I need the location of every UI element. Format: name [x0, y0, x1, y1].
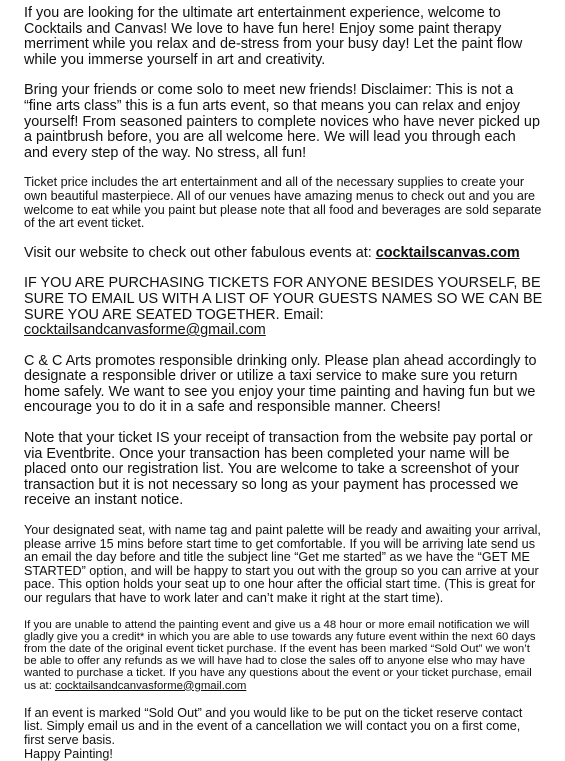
refund-paragraph — [24, 619, 543, 692]
email-link-2[interactable]: cocktailsandcanvasforme@gmail.com — [55, 679, 247, 692]
receipt-paragraph: Note that your ticket IS your receipt of transaction from the website pay portal or via Eventbrite. Once your transaction has been completed your name will be placed onto our registration list. You are welcome to take a screenshot of your transaction but it is not necessary so long as your payment has processed we receive an instant notice. — [24, 430, 533, 509]
disclaimer-paragraph: Bring your friends or come solo to meet new friends! Disclaimer: This is not a “fine arts class” this is a fun arts event, so that means you can relax and enjoy yourself! From seasoned painters to complete novices who have never picked up a paintbrush before, you are all welcome here. We will lead you through each and every step of the way. No stress, all fun! — [24, 82, 540, 161]
intro-paragraph: If you are looking for the ultimate art entertainment experience, welcome to Cocktails and Canvas! We love to have fun here! Enjoy some paint therapy merriment while you relax and de-stress from your busy day! Let the paint flow while you immerse yourself in art and creativity. — [24, 5, 523, 68]
seat-paragraph: Your designated seat, with name tag and paint palette will be ready and awaiting your arrival, please arrive 15 mins before start time to get comfortable. If you will be arriving late send us an email the day before and title the subject line “Get me started” as we have the “GET ME STARTED” option, and will be happy to start you out with the group so you can arrive at your pace. This option holds your seat up to one hour after the official start time. (This is great for our regulars that have to work later and can’t make it right at the start time). — [24, 523, 541, 605]
website-link[interactable]: cocktailscanvas.com — [375, 244, 520, 261]
website-text: Visit our website to check out other fabulous events at: — [24, 244, 376, 261]
group-purchase-paragraph — [24, 276, 543, 338]
group-purchase-text: IF YOU ARE PURCHASING TICKETS FOR ANYONE BESIDES YOURSELF, BE SURE TO EMAIL US WITH A LIST OF YOUR GUESTS NAMES SO WE CAN BE SURE YOU ARE SEATED TOGETHER. Email: — [24, 275, 543, 323]
closing-line: Happy Painting! — [24, 746, 113, 761]
refund-text: If you are unable to attend the painting event and give us a 48 hour or more email notification we will gladly give you a credit* in which you are able to use towards any future event within the next 60 days from the date of the original event ticket purchase. If the event has been marked “Sold Out” we won’t be able to offer any refunds as we will have had to close the sales off to anyone else who may have wanted to purchase a ticket. If you have any questions about the event or your ticket purchase, email us at: — [24, 618, 536, 692]
responsible-drinking-paragraph: C & C Arts promotes responsible drinking only. Please plan ahead accordingly to designate a responsible driver or utilize a taxi service to make sure you return home safely. We want to see you enjoy your time painting and having fun but we encourage you to do it in a safe and responsible manner. Cheers! — [24, 352, 537, 416]
email-link-1[interactable]: cocktailsandcanvasforme@gmail.com — [24, 322, 266, 339]
website-paragraph — [24, 246, 543, 262]
sold-out-paragraph: If an event is marked “Sold Out” and you would like to be put on the ticket reserve contact list. Simply email us and in the event of a cancellation we will contact you on a first come, first serve basis. — [24, 705, 523, 747]
ticket-price-paragraph: Ticket price includes the art entertainment and all of the necessary supplies to create your own beautiful masterpiece. All of our venues have amazing menus to check out and you are welcome to eat while you paint but please note that all food and beverages are sold separate of the art event ticket. — [24, 175, 542, 231]
